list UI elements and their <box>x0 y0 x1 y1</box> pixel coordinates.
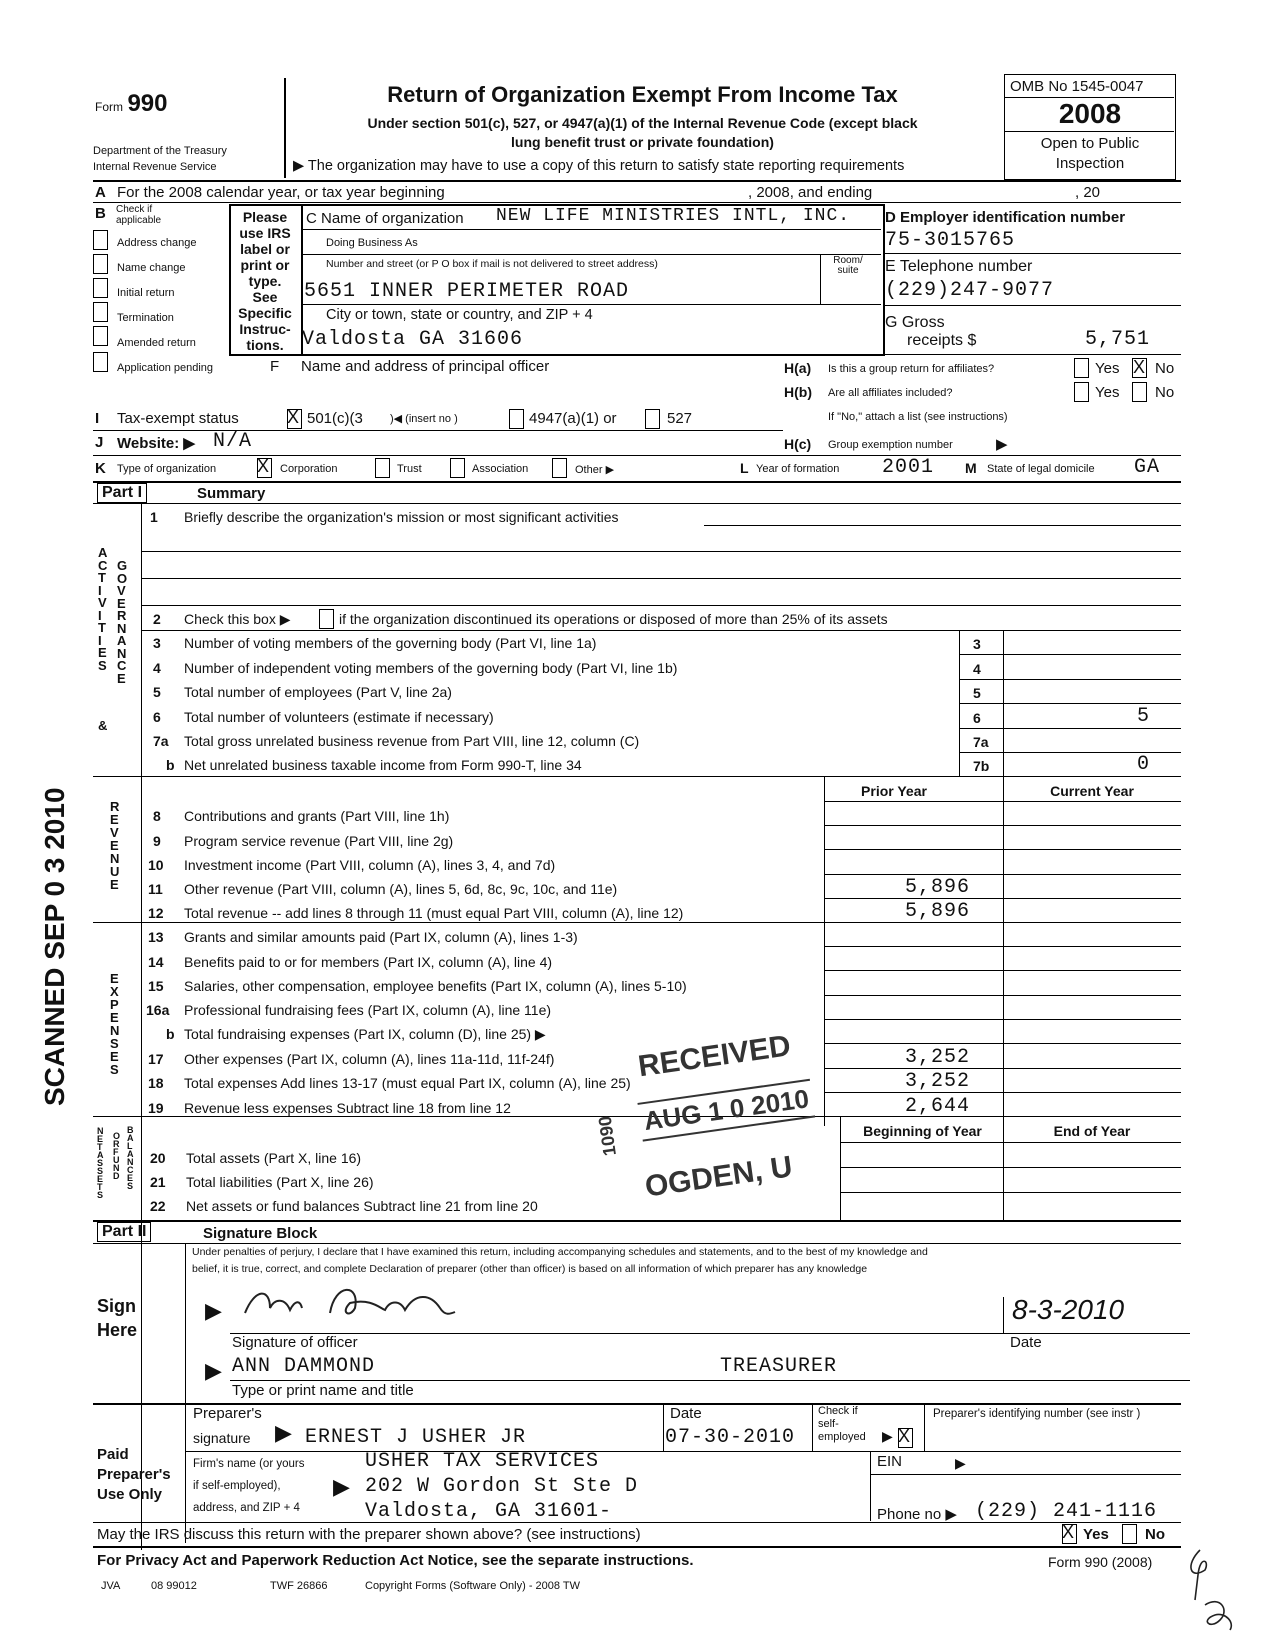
line-16b-text: Total fundraising expenses (Part IX, column (D), line 25) ▶ <box>184 1026 546 1042</box>
preparers-label: Preparer's <box>97 1466 171 1483</box>
suite-label: suite <box>837 265 859 276</box>
discuss-yes-label: Yes <box>1083 1526 1109 1543</box>
firm-phone: (229) 241-1116 <box>975 1500 1158 1523</box>
divider <box>824 825 1181 826</box>
initial-return-checkbox[interactable] <box>93 278 108 298</box>
trust-checkbox[interactable] <box>375 458 390 478</box>
line-7b-text: Net unrelated business taxable income from Form 990-T, line 34 <box>184 757 582 773</box>
divider <box>824 1092 1181 1093</box>
divider <box>1003 1297 1004 1334</box>
divider <box>824 970 1181 971</box>
ein-label: D Employer identification number <box>885 209 1126 226</box>
amended-return-checkbox[interactable] <box>93 326 108 346</box>
answer-line <box>704 525 1181 526</box>
501c3-label: 501(c)(3 <box>307 410 363 427</box>
ha-question: Is this a group return for affiliates? <box>828 363 995 375</box>
divider <box>883 305 1181 306</box>
527-label: 527 <box>667 410 693 427</box>
section-b-letter: B <box>95 205 106 222</box>
line-3-box: 3 <box>973 636 981 652</box>
line-1-num: 1 <box>150 509 158 525</box>
divider <box>924 1403 925 1451</box>
city-value: Valdosta GA 31606 <box>302 328 524 351</box>
divider <box>93 1522 1181 1523</box>
name-arrow-icon: ▶ <box>205 1358 222 1383</box>
j-letter: J <box>95 434 104 451</box>
part-2-tag: Part II <box>97 1222 151 1242</box>
signature-officer-label: Signature of officer <box>232 1334 358 1351</box>
ha-no-label: No <box>1155 360 1175 377</box>
signature-line <box>230 1333 1190 1334</box>
divider <box>1003 1116 1004 1220</box>
line-17-num: 17 <box>148 1051 164 1067</box>
line-12-text: Total revenue -- add lines 8 through 11 (must equal Part VIII, column (A), line 12) <box>184 905 684 921</box>
discuss-yes-x: X <box>1062 1522 1075 1542</box>
firm-label-3: address, and ZIP + 4 <box>193 1502 300 1514</box>
org-name-value: NEW LIFE MINISTRIES INTL, INC. <box>496 206 851 226</box>
form-number-value: 990 <box>127 90 168 117</box>
4947-checkbox[interactable] <box>509 409 524 429</box>
line-7b-num: b <box>166 757 175 773</box>
hc-question: Group exemption number <box>828 439 953 451</box>
penalty-text-2: belief, it is true, correct, and complete Declaration of preparer (other than officer) is based on all information of which preparer has any knowledge <box>192 1263 868 1275</box>
divider <box>256 354 1181 355</box>
website-value: N/A <box>213 430 253 453</box>
line-18-text: Total expenses Add lines 13-17 (must equal Part IX, column (A), line 25) <box>184 1075 631 1091</box>
side-expenses: E X P E N S E S <box>110 971 120 1077</box>
stamp-date: AUG 1 0 2010 <box>637 1079 815 1142</box>
divider <box>93 481 1181 483</box>
line-22-text: Net assets or fund balances Subtract line 21 from line 20 <box>186 1198 538 1214</box>
tax-year: 2008 <box>1058 98 1122 129</box>
hc-label: H(c) <box>784 436 812 452</box>
room-suite-label <box>823 256 873 276</box>
line-1-text: Briefly describe the organization's mission or most significant activities <box>184 509 619 525</box>
line-5-text: Total number of employees (Part V, line 2a) <box>184 684 452 700</box>
divider <box>883 253 1181 254</box>
4947-label: 4947(a)(1) or <box>529 410 617 427</box>
line-7a-num: 7a <box>153 733 169 749</box>
check-if-label: Check if <box>818 1405 858 1417</box>
end-year-header: End of Year <box>1053 1123 1131 1139</box>
line-10-text: Investment income (Part VIII, column (A), lines 3, 4, and 7d) <box>184 857 556 873</box>
domicile-value: GA <box>1134 456 1161 479</box>
line-2-text-2: if the organization discontinued its operations or disposed of more than 25% of its assets <box>339 611 888 627</box>
hb-yes-checkbox[interactable] <box>1074 382 1089 402</box>
org-type-label: Type of organization <box>117 463 217 475</box>
side-revenue: R E V E N U E <box>110 799 120 892</box>
line-15-num: 15 <box>148 978 164 994</box>
divider <box>824 1019 1181 1020</box>
preparer-label-2: signature <box>193 1430 251 1446</box>
open-public: Open to Public <box>1040 135 1140 152</box>
divider <box>93 430 783 431</box>
dept-treasury: Department of the Treasury <box>93 145 227 157</box>
please-text <box>232 209 298 353</box>
line-19-prior: 2,644 <box>904 1095 970 1118</box>
divider <box>812 1403 813 1451</box>
line-21-text: Total liabilities (Part X, line 26) <box>186 1174 374 1190</box>
side-activities: A C T I V I T I E S <box>98 545 108 673</box>
m-letter: M <box>965 460 977 476</box>
address-change-checkbox[interactable] <box>93 230 108 250</box>
gross-receipts-label: receipts $ <box>907 332 977 349</box>
line-12-prior: 5,896 <box>904 900 970 923</box>
divider <box>185 1243 186 1403</box>
divider <box>840 1142 1181 1143</box>
arrow-icon: ▶ <box>996 436 1008 453</box>
firm-phone-label: Phone no ▶ <box>877 1506 957 1523</box>
l-letter: L <box>740 460 749 476</box>
jva-label: JVA <box>101 1580 121 1592</box>
divider <box>824 1068 1181 1069</box>
please-8: Instruc- <box>239 321 291 337</box>
org-name-label: C Name of organization <box>306 210 464 227</box>
stamp-received: RECEIVED <box>636 1029 793 1084</box>
room-label: Room/ <box>833 255 863 266</box>
part-1-tag: Part I <box>97 483 147 503</box>
f-letter: F <box>270 358 280 375</box>
prior-year-header: Prior Year <box>861 783 927 799</box>
please-5: type. <box>248 273 282 289</box>
street-value: 5651 INNER PERIMETER ROAD <box>304 280 630 303</box>
city-label: City or town, state or country, and ZIP + 4 <box>326 307 593 323</box>
line-17-prior: 3,252 <box>904 1046 970 1069</box>
line-10-num: 10 <box>148 857 164 873</box>
divider <box>959 679 1181 680</box>
line-4-text: Number of independent voting members of the governing body (Part VI, line 1b) <box>184 660 678 676</box>
employed-label: employed <box>818 1431 866 1443</box>
current-year-header: Current Year <box>1050 783 1134 799</box>
formation-label: Year of formation <box>756 463 840 475</box>
divider <box>93 503 1181 504</box>
divider <box>141 503 142 1550</box>
form-prefix: Form <box>95 100 123 114</box>
discuss-question: May the IRS discuss this return with the preparer shown above? (see instructions) <box>97 1526 641 1543</box>
divider <box>303 304 881 305</box>
preparer-date-label: Date <box>670 1405 702 1422</box>
hb-no-label: No <box>1155 384 1175 401</box>
line-11-prior: 5,896 <box>904 876 970 899</box>
jva-code: 08 99012 <box>151 1580 197 1592</box>
type-name-label: Type or print name and title <box>232 1382 414 1399</box>
answer-line <box>141 578 1181 579</box>
officer-title: TREASURER <box>720 1355 838 1378</box>
website-label: Website: ▶ <box>117 435 195 452</box>
divider <box>959 703 1181 704</box>
line-2-text: Check this box ▶ <box>184 611 291 627</box>
corporation-label: Corporation <box>280 463 338 475</box>
line-13-num: 13 <box>148 929 164 945</box>
divider <box>93 1243 1181 1244</box>
firm-address: 202 W Gordon St Ste D <box>365 1475 639 1498</box>
side-or-fund: O R F U N D <box>113 1131 121 1181</box>
divider <box>820 254 821 304</box>
divider <box>141 630 1181 631</box>
line-5-box: 5 <box>973 685 981 701</box>
phone-label: E Telephone number <box>885 258 1033 275</box>
divider <box>824 801 1181 802</box>
line-19-text: Revenue less expenses Subtract line 18 from line 12 <box>184 1100 511 1116</box>
please-7: Specific <box>238 305 292 321</box>
received-stamp <box>587 1024 850 1236</box>
please-2: use IRS <box>239 225 291 241</box>
stamp-city: OGDEN, U <box>642 1150 795 1204</box>
divider <box>824 849 1181 850</box>
termination-checkbox[interactable] <box>93 302 108 322</box>
divider <box>303 229 881 230</box>
line-17-text: Other expenses (Part IX, column (A), lines 11a-11d, 11f-24f) <box>184 1051 555 1067</box>
ha-no-x: X <box>1133 357 1146 377</box>
self-label: self- <box>818 1418 839 1430</box>
subtitle-1: Under section 501(c), 527, or 4947(a)(1) of the Internal Revenue Code (except black <box>367 115 918 131</box>
date-label: Date <box>1010 1334 1042 1351</box>
dba-label: Doing Business As <box>326 237 418 249</box>
association-checkbox[interactable] <box>450 458 465 478</box>
line-6-value: 5 <box>1136 705 1150 728</box>
scanned-stamp: SCANNED SEP 0 3 2010 <box>39 787 70 1106</box>
formation-year: 2001 <box>882 456 935 479</box>
initial-return-label: Initial return <box>117 287 175 299</box>
officer-name: ANN DAMMOND <box>232 1355 376 1378</box>
insert-no-label: )◀ (insert no ) <box>390 413 458 425</box>
line-6-text: Total number of volunteers (estimate if necessary) <box>184 709 494 725</box>
stamp-code: 1090 <box>594 1114 620 1158</box>
discuss-no-label: No <box>1145 1526 1165 1543</box>
signature-date: 8-3-2010 <box>1012 1294 1125 1325</box>
line-4-box: 4 <box>973 661 981 677</box>
subtitle-3: ▶ The organization may have to use a copy of this return to satisfy state reporting requirements <box>293 158 905 174</box>
divider <box>840 1167 1181 1168</box>
paid-label: Paid <box>97 1446 129 1463</box>
line-16a-text: Professional fundraising fees (Part IX, column (A), line 11e) <box>184 1002 552 1018</box>
tax-year-begin: For the 2008 calendar year, or tax year beginning <box>117 184 445 201</box>
arrow-icon: ▶ <box>882 1428 893 1444</box>
line-19-num: 19 <box>148 1100 164 1116</box>
line-18-num: 18 <box>148 1075 164 1091</box>
answer-line <box>141 551 1181 552</box>
i-letter: I <box>95 410 100 427</box>
divider <box>824 874 1181 875</box>
discontinued-checkbox[interactable] <box>319 609 334 629</box>
line-8-num: 8 <box>153 808 161 824</box>
tax-exempt-label: Tax-exempt status <box>117 410 239 427</box>
divider <box>663 1403 664 1451</box>
penalty-text-1: Under penalties of perjury, I declare that I have examined this return, including accompanying schedules and statements, and to the best of my knowledge and <box>192 1246 928 1258</box>
firm-arrow-icon: ▶ <box>333 1474 350 1499</box>
line-7a-text: Total gross unrelated business revenue from Part VIII, line 12, column (C) <box>184 733 640 749</box>
line-9-num: 9 <box>153 833 161 849</box>
preparer-id-label: Preparer's identifying number (see instr ) <box>933 1408 1141 1420</box>
part-2-title: Signature Block <box>203 1225 318 1242</box>
gross-label: G Gross <box>885 314 945 331</box>
please-1: Please <box>242 209 288 225</box>
beginning-year-header: Beginning of Year <box>863 1123 982 1139</box>
applicable: applicable <box>116 215 162 226</box>
line-7a-box: 7a <box>973 734 989 750</box>
divider <box>93 1546 1181 1548</box>
form-footer: Form 990 (2008) <box>1048 1554 1153 1570</box>
line-6-num: 6 <box>153 709 161 725</box>
line-18-prior: 3,252 <box>904 1070 970 1093</box>
divider <box>185 1451 1181 1452</box>
line-16b-num: b <box>166 1026 175 1042</box>
copyright: Copyright Forms (Software Only) - 2008 TW <box>365 1580 580 1592</box>
line-3-text: Number of voting members of the governing body (Part VI, line 1a) <box>184 635 597 651</box>
row-a-letter: A <box>95 184 106 201</box>
divider <box>93 922 1181 923</box>
firm-city: Valdosta, GA 31601- <box>365 1500 613 1523</box>
name-change-label: Name change <box>117 262 186 274</box>
side-net-assets: N E T A S S E T S <box>97 1126 104 1200</box>
divider <box>93 202 1181 203</box>
preparer-arrow-icon: ▶ <box>275 1420 292 1445</box>
line-2-num: 2 <box>153 611 161 627</box>
line-8-text: Contributions and grants (Part VIII, line 1h) <box>184 808 450 824</box>
please-6: See <box>252 289 278 305</box>
hb-question: Are all affiliates included? <box>828 387 953 399</box>
hb-label: H(b) <box>784 384 812 400</box>
officer-signature <box>240 1278 460 1328</box>
divider <box>303 254 881 255</box>
ha-yes-label: Yes <box>1095 360 1120 377</box>
divider <box>840 1192 1181 1193</box>
line-15-text: Salaries, other compensation, employee benefits (Part IX, column (A), lines 5-10) <box>184 978 687 994</box>
divider <box>870 1451 871 1521</box>
divider <box>959 654 1181 655</box>
ein-value: 75-3015765 <box>885 229 1016 252</box>
street-label: Number and street (or P O box if mail is not delivered to street address) <box>326 258 658 270</box>
501c-x: X <box>287 407 300 427</box>
firm-label-2: if self-employed), <box>193 1480 281 1492</box>
use-only-label: Use Only <box>97 1486 163 1503</box>
line-7b-value: 0 <box>1136 753 1150 776</box>
tax-year-end: , 2008, and ending <box>748 184 873 201</box>
ha-yes-checkbox[interactable] <box>1074 358 1089 378</box>
here-label: Here <box>97 1320 138 1340</box>
divider <box>824 898 1181 899</box>
line-6-box: 6 <box>973 710 981 726</box>
ha-label: H(a) <box>784 360 812 376</box>
divider <box>824 946 1181 947</box>
please-3: label or <box>240 241 290 257</box>
address-change-label: Address change <box>117 237 197 249</box>
domicile-label: State of legal domicile <box>987 463 1095 475</box>
irs-label: Internal Revenue Service <box>93 161 217 173</box>
divider <box>1003 776 1004 1126</box>
trust-label: Trust <box>397 463 422 475</box>
termination-label: Termination <box>117 312 174 324</box>
firm-ein-label: EIN <box>877 1453 903 1470</box>
phone-value: (229)247-9077 <box>885 279 1055 302</box>
preparer-label-1: Preparer's <box>193 1405 262 1422</box>
line-22-num: 22 <box>150 1198 166 1214</box>
form-title: Return of Organization Exempt From Income Tax <box>387 82 898 107</box>
answer-line <box>141 605 1181 606</box>
divider <box>93 180 1181 182</box>
application-pending-checkbox[interactable] <box>93 352 108 372</box>
corporation-x: X <box>257 456 270 476</box>
handwritten-mark <box>1180 1540 1250 1640</box>
preparer-name: ERNEST J USHER JR <box>305 1426 527 1449</box>
hb-no-checkbox[interactable] <box>1132 382 1147 402</box>
tax-year-20: , 20 <box>1075 184 1101 201</box>
527-checkbox[interactable] <box>645 409 660 429</box>
sign-label: Sign <box>97 1296 136 1316</box>
association-label: Association <box>472 463 529 475</box>
line-11-text: Other revenue (Part VIII, column (A), lines 5, 6d, 8c, 9c, 10c, and 11e) <box>184 881 618 897</box>
line-11-num: 11 <box>148 881 163 897</box>
omb-number: OMB No 1545-0047 <box>1010 78 1144 95</box>
line-12-num: 12 <box>148 905 164 921</box>
inspection: Inspection <box>1055 155 1125 172</box>
principal-officer-label: Name and address of principal officer <box>301 358 550 375</box>
divider <box>1004 131 1174 132</box>
line-21-num: 21 <box>150 1174 166 1190</box>
subtitle-2: lung benefit trust or private foundation) <box>511 134 774 150</box>
divider <box>959 728 1181 729</box>
name-line <box>230 1380 1190 1381</box>
please-9: tions. <box>246 337 284 353</box>
check-if: Check if <box>116 204 153 215</box>
hb-note: If "No," attach a list (see instructions) <box>828 411 1008 423</box>
divider <box>870 1474 1181 1475</box>
name-change-checkbox[interactable] <box>93 254 108 274</box>
other-label: Other ▶ <box>575 464 615 476</box>
divider <box>824 995 1181 996</box>
firm-label-1: Firm's name (or yours <box>193 1458 305 1470</box>
divider <box>959 752 1181 753</box>
side-balances: B A L A N C E S <box>127 1125 134 1191</box>
line-16a-num: 16a <box>146 1002 170 1018</box>
privacy-notice: For Privacy Act and Paperwork Reduction Act Notice, see the separate instructions. <box>97 1552 694 1569</box>
line-7b-box: 7b <box>973 758 990 774</box>
twf-code: TWF 26866 <box>270 1580 328 1592</box>
side-ampersand: & <box>98 718 108 733</box>
form-number <box>95 90 168 118</box>
please-4: print or <box>240 257 290 273</box>
other-checkbox[interactable] <box>552 458 567 478</box>
arrow-icon: ▶ <box>955 1455 966 1471</box>
divider <box>824 1043 1181 1044</box>
line-13-text: Grants and similar amounts paid (Part IX, column (A), lines 1-3) <box>184 929 578 945</box>
side-governance: G O V E R N A N C E <box>117 558 128 686</box>
k-letter: K <box>95 460 106 477</box>
sign-arrow-icon: ▶ <box>205 1298 222 1323</box>
line-9-text: Program service revenue (Part VIII, line 2g) <box>184 833 454 849</box>
line-14-text: Benefits paid to or for members (Part IX, column (A), line 4) <box>184 954 553 970</box>
line-4-num: 4 <box>153 660 161 676</box>
gross-value: 5,751 <box>1084 328 1150 351</box>
part-1-title: Summary <box>197 485 266 502</box>
preparer-date: 07-30-2010 <box>665 1426 796 1449</box>
self-employed-label <box>818 1405 866 1444</box>
self-employed-x: X <box>898 1426 911 1446</box>
hb-yes-label: Yes <box>1095 384 1120 401</box>
line-14-num: 14 <box>148 954 164 970</box>
line-3-num: 3 <box>153 635 161 651</box>
line-5-num: 5 <box>153 684 161 700</box>
firm-name: USHER TAX SERVICES <box>365 1450 600 1473</box>
line-20-num: 20 <box>150 1150 166 1166</box>
amended-return-label: Amended return <box>117 337 196 349</box>
divider <box>93 776 1181 777</box>
line-20-text: Total assets (Part X, line 16) <box>186 1150 362 1166</box>
discuss-no-checkbox[interactable] <box>1122 1524 1137 1544</box>
application-pending-label: Application pending <box>117 362 214 374</box>
